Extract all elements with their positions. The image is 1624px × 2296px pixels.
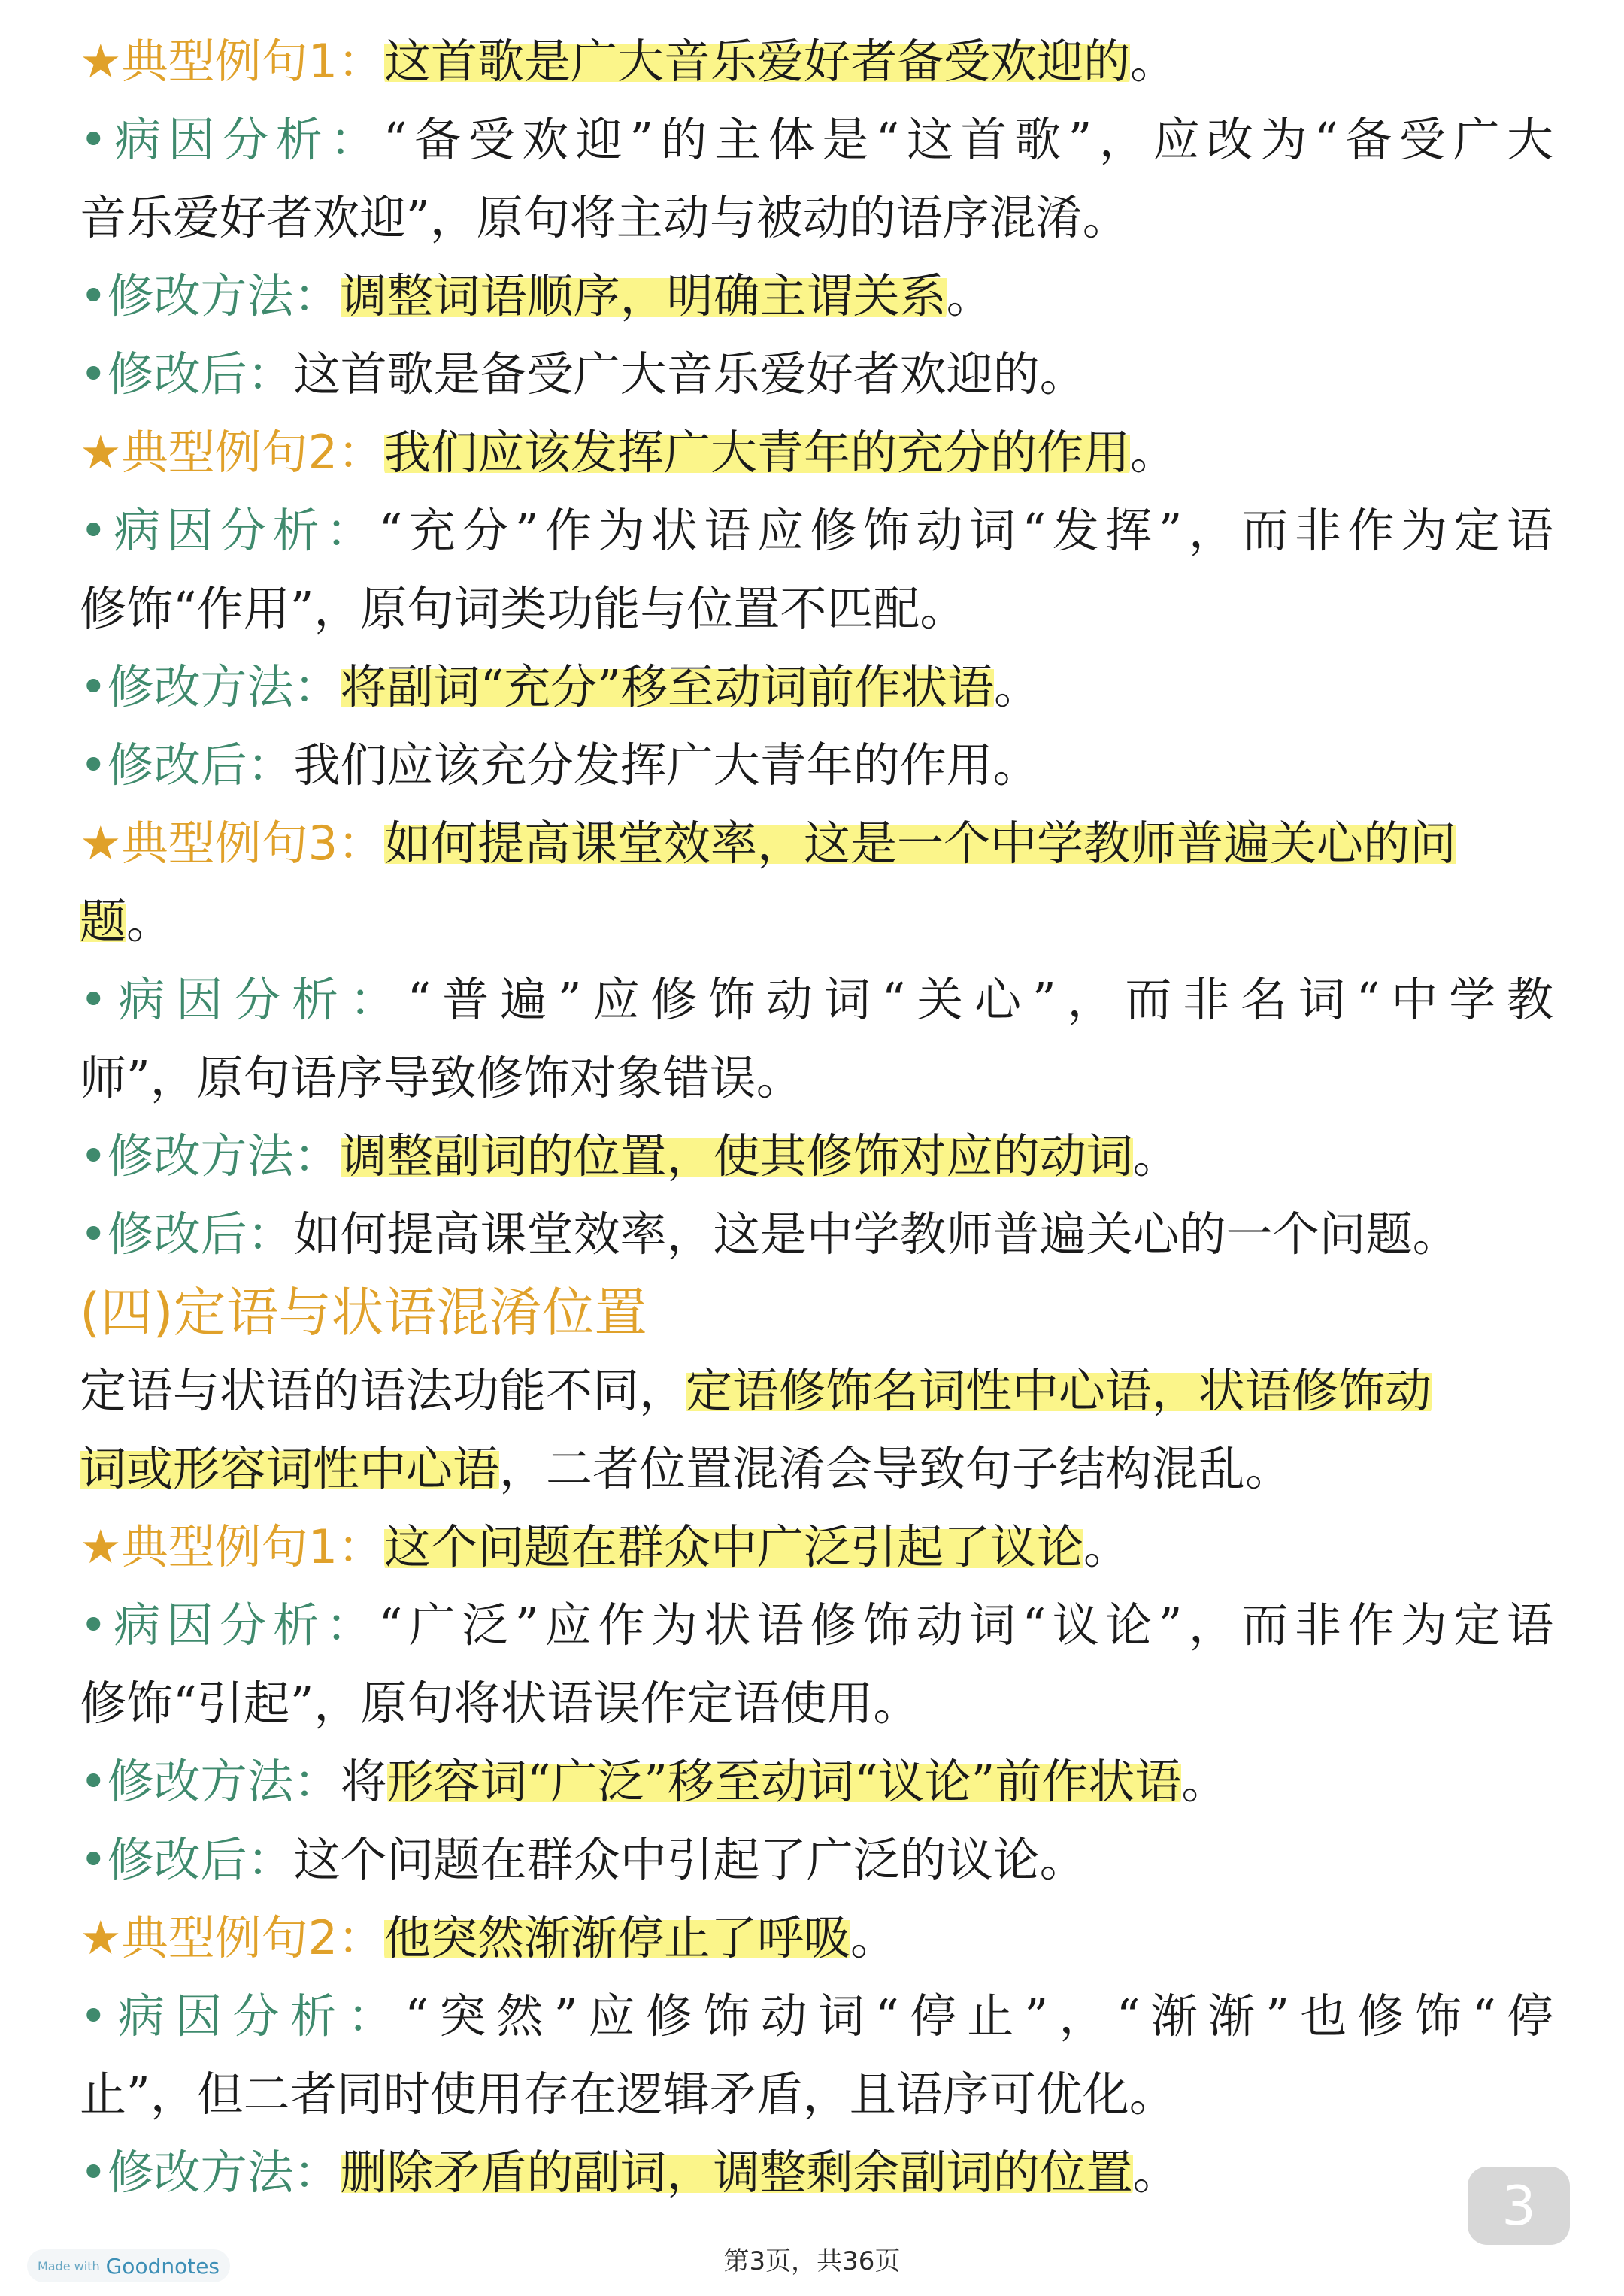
- note-line-analysis: [80, 962, 1553, 1037]
- note-line-revised: [80, 1197, 1553, 1272]
- line-end-text: 。: [946, 268, 993, 323]
- line-text: 止”，但二者同时使用存在逻辑矛盾，且语序可优化。: [80, 2067, 1176, 2122]
- highlighted-text: 这个问题在群众中广泛引起了议论: [384, 1519, 1084, 1574]
- line-text: 我们应该充分发挥广大青年的作用。: [293, 738, 1040, 792]
- revised-label: •修改后：: [80, 1207, 294, 1262]
- line-end-text: 。: [1132, 2145, 1180, 2200]
- line-end-text: 。: [1130, 425, 1177, 480]
- highlighted-text: 他突然渐渐停止了呼吸: [384, 1910, 851, 1965]
- note-line-method: [80, 1119, 1553, 1194]
- note-line-example: [80, 1510, 1553, 1585]
- line-end-text: 。: [1083, 1519, 1131, 1574]
- watermark-brand: Goodnotes: [105, 2253, 220, 2279]
- line-text: “突然”应修饰动词“停止”，“渐渐”也修饰“停: [404, 1989, 1554, 2043]
- analysis-label: •病因分析：: [80, 112, 383, 167]
- line-text: 这首歌是备受广大音乐爱好者欢迎的。: [293, 347, 1086, 401]
- note-line-cont: [80, 180, 1553, 256]
- revised-label: •修改后：: [80, 738, 294, 792]
- note-line-analysis: [80, 1979, 1553, 2054]
- line-end-text: 。: [1181, 1754, 1229, 1809]
- note-line-analysis: [80, 1588, 1553, 1663]
- line-text: 音乐爱好者欢迎”，原句将主动与被动的语序混淆。: [80, 190, 1129, 245]
- note-line-example: [80, 24, 1553, 99]
- analysis-label: •病因分析：: [80, 972, 408, 1027]
- highlighted-text: 这首歌是广大音乐爱好者备受欢迎的: [384, 34, 1131, 89]
- note-line-example: [80, 1901, 1553, 1976]
- highlighted-text: 词或形容词性中心语: [80, 1441, 500, 1496]
- note-line-cont: [80, 1666, 1553, 1741]
- line-text: 师”，原句语序导致修饰对象错误。: [80, 1050, 803, 1105]
- highlighted-text: 如何提高课堂效率，这是一个中学教师普遍关心的问: [384, 816, 1457, 871]
- highlighted-text: 删除矛盾的副词，调整剩余副词的位置: [340, 2145, 1133, 2200]
- line-text: 如何提高课堂效率，这是中学教师普遍关心的一个问题。: [293, 1207, 1459, 1262]
- line-text: “备受欢迎”的主体是“这首歌”，应改为“备受广大: [383, 112, 1553, 167]
- page-footer: 第3页，共36页: [723, 2246, 901, 2276]
- example-label: ★典型例句3：: [80, 816, 385, 871]
- method-label: •修改方法：: [80, 268, 341, 323]
- highlighted-text: 定语修饰名词性中心语，状语修饰动: [686, 1363, 1432, 1418]
- page-number-badge[interactable]: 3: [1468, 2167, 1570, 2245]
- line-text: 这个问题在群众中引起了广泛的议论。: [293, 1832, 1086, 1887]
- revised-label: •修改后：: [80, 347, 294, 401]
- analysis-label: •病因分析：: [80, 1598, 379, 1652]
- line-text: 修饰“作用”，原句词类功能与位置不匹配。: [80, 581, 967, 636]
- line-end-text: 。: [1132, 1128, 1180, 1183]
- note-line-revised: [80, 337, 1553, 412]
- section-title: (四)定语与状语混淆位置: [80, 1282, 647, 1343]
- note-line-analysis: [80, 493, 1553, 568]
- analysis-label: •病因分析：: [80, 503, 379, 558]
- note-line-para: [80, 1353, 1553, 1428]
- example-label: ★典型例句1：: [80, 1519, 385, 1574]
- note-line-section: [80, 1275, 1553, 1350]
- goodnotes-watermark: [27, 2249, 230, 2282]
- note-line-revised: [80, 728, 1553, 803]
- note-line-method: [80, 1744, 1553, 1819]
- example-label: ★典型例句1：: [80, 34, 385, 89]
- line-end-text: 。: [850, 1910, 898, 1965]
- revised-label: •修改后：: [80, 1832, 294, 1887]
- highlighted-text: 调整副词的位置，使其修饰对应的动词: [340, 1128, 1133, 1183]
- method-label: •修改方法：: [80, 2145, 341, 2200]
- note-line-cont: [80, 884, 1553, 959]
- line-end-text: 。: [993, 659, 1041, 714]
- highlighted-text: 题: [80, 894, 127, 949]
- method-label: •修改方法：: [80, 1128, 341, 1183]
- line-text: “广泛”应作为状语修饰动词“议论”，而非作为定语: [378, 1598, 1553, 1652]
- highlighted-text: 我们应该发挥广大青年的充分的作用: [384, 425, 1131, 480]
- example-label: ★典型例句2：: [80, 425, 385, 480]
- note-line-method: [80, 2135, 1553, 2210]
- note-line-cont: [80, 2057, 1553, 2132]
- line-text: 修饰“引起”，原句将状语误作定语使用。: [80, 1676, 920, 1731]
- note-line-example: [80, 806, 1553, 881]
- note-line-revised: [80, 1822, 1553, 1898]
- note-line-analysis: [80, 102, 1553, 177]
- line-text: “普遍”应修饰动词“关心”，而非名词“中学教: [407, 972, 1553, 1027]
- highlighted-text: 形容词“广泛”移至动词“议论”前作状语: [386, 1754, 1182, 1809]
- highlighted-text: 将副词“充分”移至动词前作状语: [340, 659, 994, 714]
- method-label: •修改方法：: [80, 659, 341, 714]
- note-line-method: [80, 259, 1553, 334]
- line-end-text: 。: [126, 894, 174, 949]
- example-label: ★典型例句2：: [80, 1910, 385, 1965]
- note-line-method: [80, 650, 1553, 725]
- line-prefix-text: 定语与状语的语法功能不同，: [80, 1363, 686, 1418]
- note-line-example: [80, 415, 1553, 490]
- line-prefix-text: 将: [340, 1754, 387, 1809]
- watermark-made-with: Made with: [37, 2258, 100, 2273]
- analysis-label: •病因分析：: [80, 1989, 405, 2043]
- line-end-text: ，二者位置混淆会导致句子结构混乱。: [499, 1441, 1292, 1496]
- method-label: •修改方法：: [80, 1754, 341, 1809]
- note-line-cont: [80, 1431, 1553, 1507]
- note-line-cont: [80, 571, 1553, 647]
- line-end-text: 。: [1130, 34, 1177, 89]
- note-line-cont: [80, 1040, 1553, 1116]
- line-text: “充分”作为状语应修饰动词“发挥”，而非作为定语: [378, 503, 1553, 558]
- highlighted-text: 调整词语顺序，明确主谓关系: [340, 268, 947, 323]
